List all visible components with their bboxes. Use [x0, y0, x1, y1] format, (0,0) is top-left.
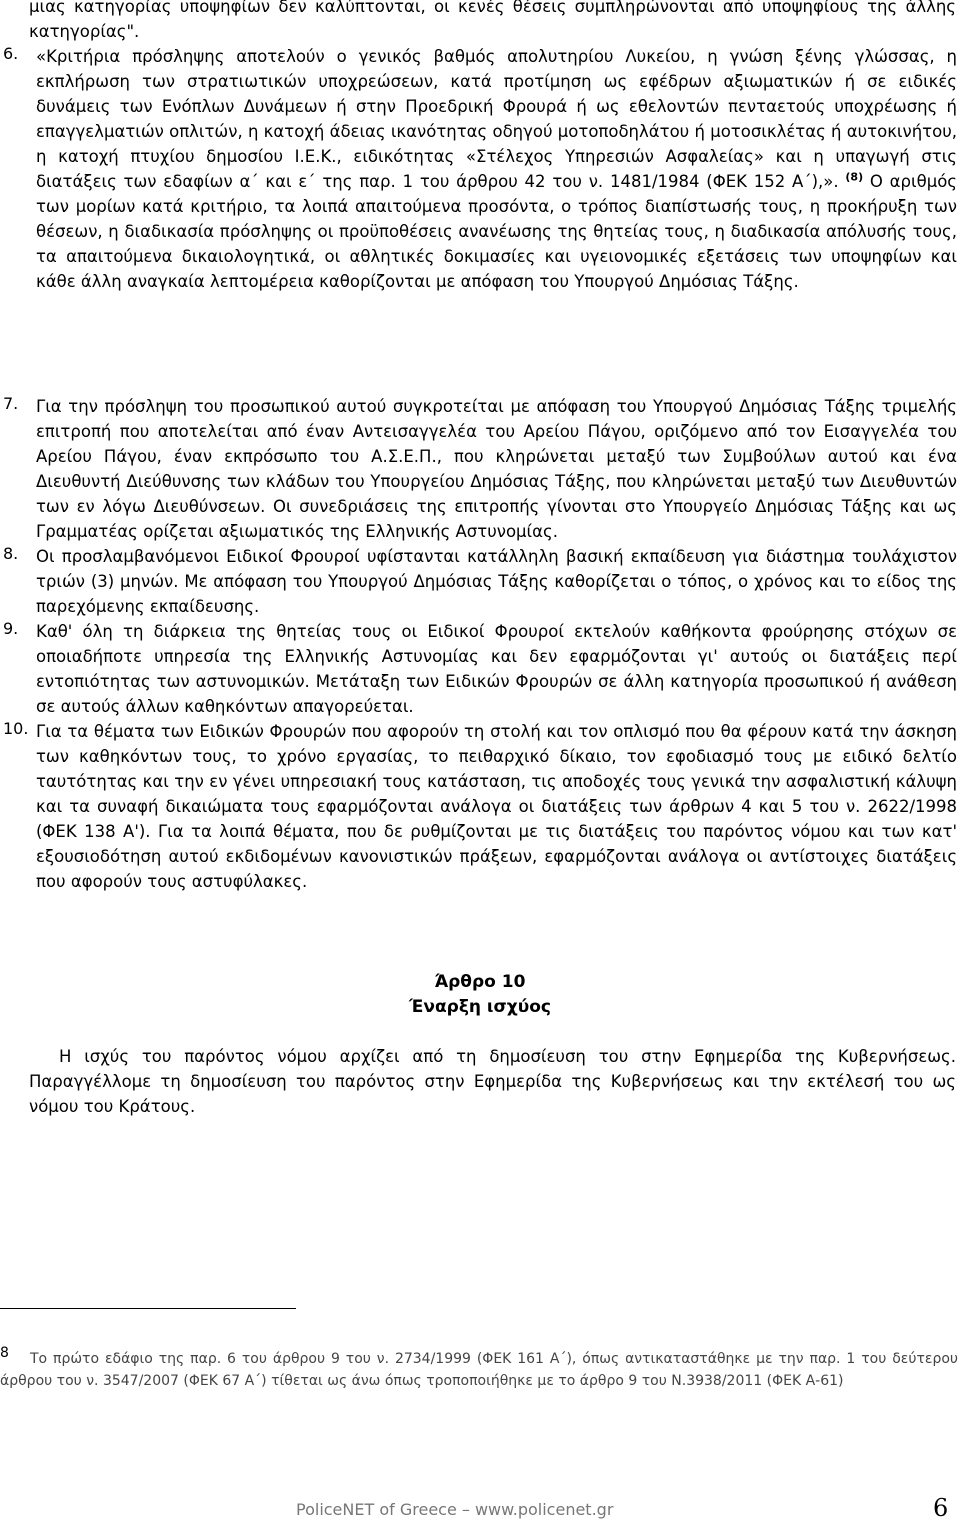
list-item-10	[0, 719, 960, 894]
item-text: Οι προσλαμβανόμενοι Ειδικοί Φρουροί υφίστανται κατάλληλη βασική εκπαίδευση για διάστημα τουλάχιστον τριών (3) μηνών. Με απόφαση του Υπουργού Δημόσιας Τάξης καθορίζεται ο τόπος, ο χρόνος και το είδος της παρεχόμενης εκπαίδευσης.	[36, 547, 957, 616]
page-footer: PoliceNET of Greece – www.policenet.gr	[296, 1500, 614, 1519]
item-text-part-a: «Κριτήρια πρόσληψης αποτελούν ο γενικός βαθμός απολυτηρίου Λυκείου, η γνώση ξένης γλώσσας, η εκπλήρωση των στρατιωτικών υποχρεώσεων, κατά προτίμηση ως εφέδρων αξιωματικών ή σε ειδικές δυνάμεις των Ενόπλων Δυνάμεων ή στην Προεδρική Φρουρά ή ως εθελοντών πενταετούς υποχρέωσης ή επαγγελματιών οπλιτών, η κατοχή άδειας ικανότητας οδηγού μοτοποδηλάτου ή μοτοσικλέτας ή αυτοκινήτου, η κατοχή πτυχίου δημοσίου Ι.Ε.Κ., ειδικότητας «Στέλεχος Υπηρεσιών Ασφαλείας» και η υπαγωγή στις διατάξεις των εδαφίων α΄ και ε΄ της παρ. 1 του άρθρου 42 του ν. 1481/1984 (ΦΕΚ 152 Α΄),».	[36, 47, 957, 191]
footnote-text	[0, 1348, 958, 1392]
footnote-reference[interactable]: (8)	[845, 170, 864, 184]
item-text: Καθ' όλη τη διάρκεια της θητείας τους οι Ειδικοί Φρουροί εκτελούν καθήκοντα φρούρησης στόχων σε οποιαδήποτε υπηρεσία της Ελληνικής Αστυνομίας και δεν εφαρμόζονται γι' αυτούς οι διατάξεις περί εντοπιότητας των αστυνομικών. Μετάταξη των Ειδικών Φρουρών σε άλλη κατηγορία προσωπικού ή ανάθεση σε αυτούς άλλων καθηκόντων απαγορεύεται.	[36, 622, 957, 716]
item-text: Για τα θέματα των Ειδικών Φρουρών που αφορούν τη στολή και τον οπλισμό που θα φέρουν κατά την άσκηση των καθηκόντων τους, το χρόνο εργασίας, το πειθαρχικό δίκαιο, τον εφοδιασμό τους με ειδικό δελτίο ταυτότητας και την εν γένει υπηρεσιακή τους κατάσταση, τις αποδοχές τους γενικά την ασφαλιστική κάλυψη και τα συναφή δικαιώματα τους εφαρμόζονται ανάλογα οι διατάξεις των άρθρων 4 και 5 του ν. 2622/1998 (ΦΕΚ 138 Α'). Για τα λοιπά θέματα, που δε ρυθμίζονται με τις διατάξεις του παρόντος νόμου και των κατ' εξουσιοδότηση αυτού εκδιδομένων κανονιστικών πράξεων, εφαρμόζονται ανάλογα οι αντίστοιχες διατάξεις που αφορούν τους αστυφύλακες.	[36, 722, 957, 891]
item-number: 9.	[3, 619, 19, 638]
item-text-part-b: Ο αριθμός των μορίων κατά κριτήριο, τα λοιπά απαιτούμενα προσόντα, ο τρόπος διαπίστωσής τους, η προκήρυξη των θέσεων, η διαδικασία πρόσληψης οι προϋποθέσεις ανανέωσης της θητείας τους, η διαδικασία απόλυσής τους, τα απαιτούμενα δικαιολογητικά, οι αθλητικές δοκιμασίες και υγειονομικές εξετάσεις των υποψηφίων και κάθε άλλη αναγκαία λεπτομέρεια καθορίζονται με απόφαση του Υπουργού Δημόσιας Τάξης.	[36, 172, 957, 291]
list-item-7	[0, 394, 960, 544]
item-number: 10.	[3, 719, 29, 738]
item-text	[36, 44, 957, 294]
article-number: Άρθρο 10	[434, 972, 526, 992]
page-number: 6	[933, 1494, 949, 1522]
footnote-number: 8	[0, 1345, 9, 1361]
item-number: 7.	[3, 394, 19, 413]
numbered-list	[0, 44, 960, 294]
footnote-body: Το πρώτο εδάφιο της παρ. 6 του άρθρου 9 του ν. 2734/1999 (ΦΕΚ 161 Α΄), όπως αντικαταστάθηκε με την παρ. 1 του δεύτερου άρθρου του ν. 3547/2007 (ΦΕΚ 67 Α΄) τίθεται ως άνω όπως τροποποιήθηκε με το άρθρο 9 του Ν.3938/2011 (ΦΕΚ Α-61)	[0, 1351, 958, 1389]
item-number: 6.	[3, 44, 19, 63]
continuation-paragraph: μιας κατηγορίας υποψηφίων δεν καλύπτονται, οι κενές θέσεις συμπληρώνονται από υποψηφίους της άλλης κατηγορίας".	[29, 0, 956, 41]
final-paragraph: Η ισχύς του παρόντος νόμου αρχίζει από τη δημοσίευση του στην Εφημερίδα της Κυβερνήσεως. Παραγγέλλομε τη δημοσίευση του παρόντος στην Εφημερίδα της Κυβερνήσεως και την εκτέλεσή του ως νόμου του Κράτους.	[29, 1047, 956, 1116]
list-item-9	[0, 619, 960, 719]
item-number: 8.	[3, 544, 19, 563]
list-item-6	[0, 44, 960, 294]
footnote-divider	[0, 1308, 296, 1309]
item-text: Για την πρόσληψη του προσωπικού αυτού συγκροτείται με απόφαση του Υπουργού Δημόσιας Τάξης τριμελής επιτροπή που αποτελείται από έναν Αντεισαγγελέα του Αρείου Πάγου, οριζόμενο από τον Εισαγγελέα του Αρείου Πάγου, έναν εκπρόσωπο του Α.Σ.Ε.Π., που κληρώνεται μεταξύ των Συμβούλων αυτού και ένα Διευθυντή Διεύθυνσης των κλάδων του Υπουργείου Δημόσιας Τάξης, που κληρώνεται μεταξύ των Διευθυντών των εν λόγω Διευθύνσεων. Οι συνεδριάσεις της επιτροπής γίνονται στο Υπουργείο Δημόσιας Τάξης και ως Γραμματέας ορίζεται αξιωματικός της Ελληνικής Αστυνομίας.	[36, 397, 957, 541]
numbered-list-cont	[0, 394, 960, 894]
article-title: Έναρξη ισχύος	[409, 997, 551, 1017]
list-item-8	[0, 544, 960, 619]
